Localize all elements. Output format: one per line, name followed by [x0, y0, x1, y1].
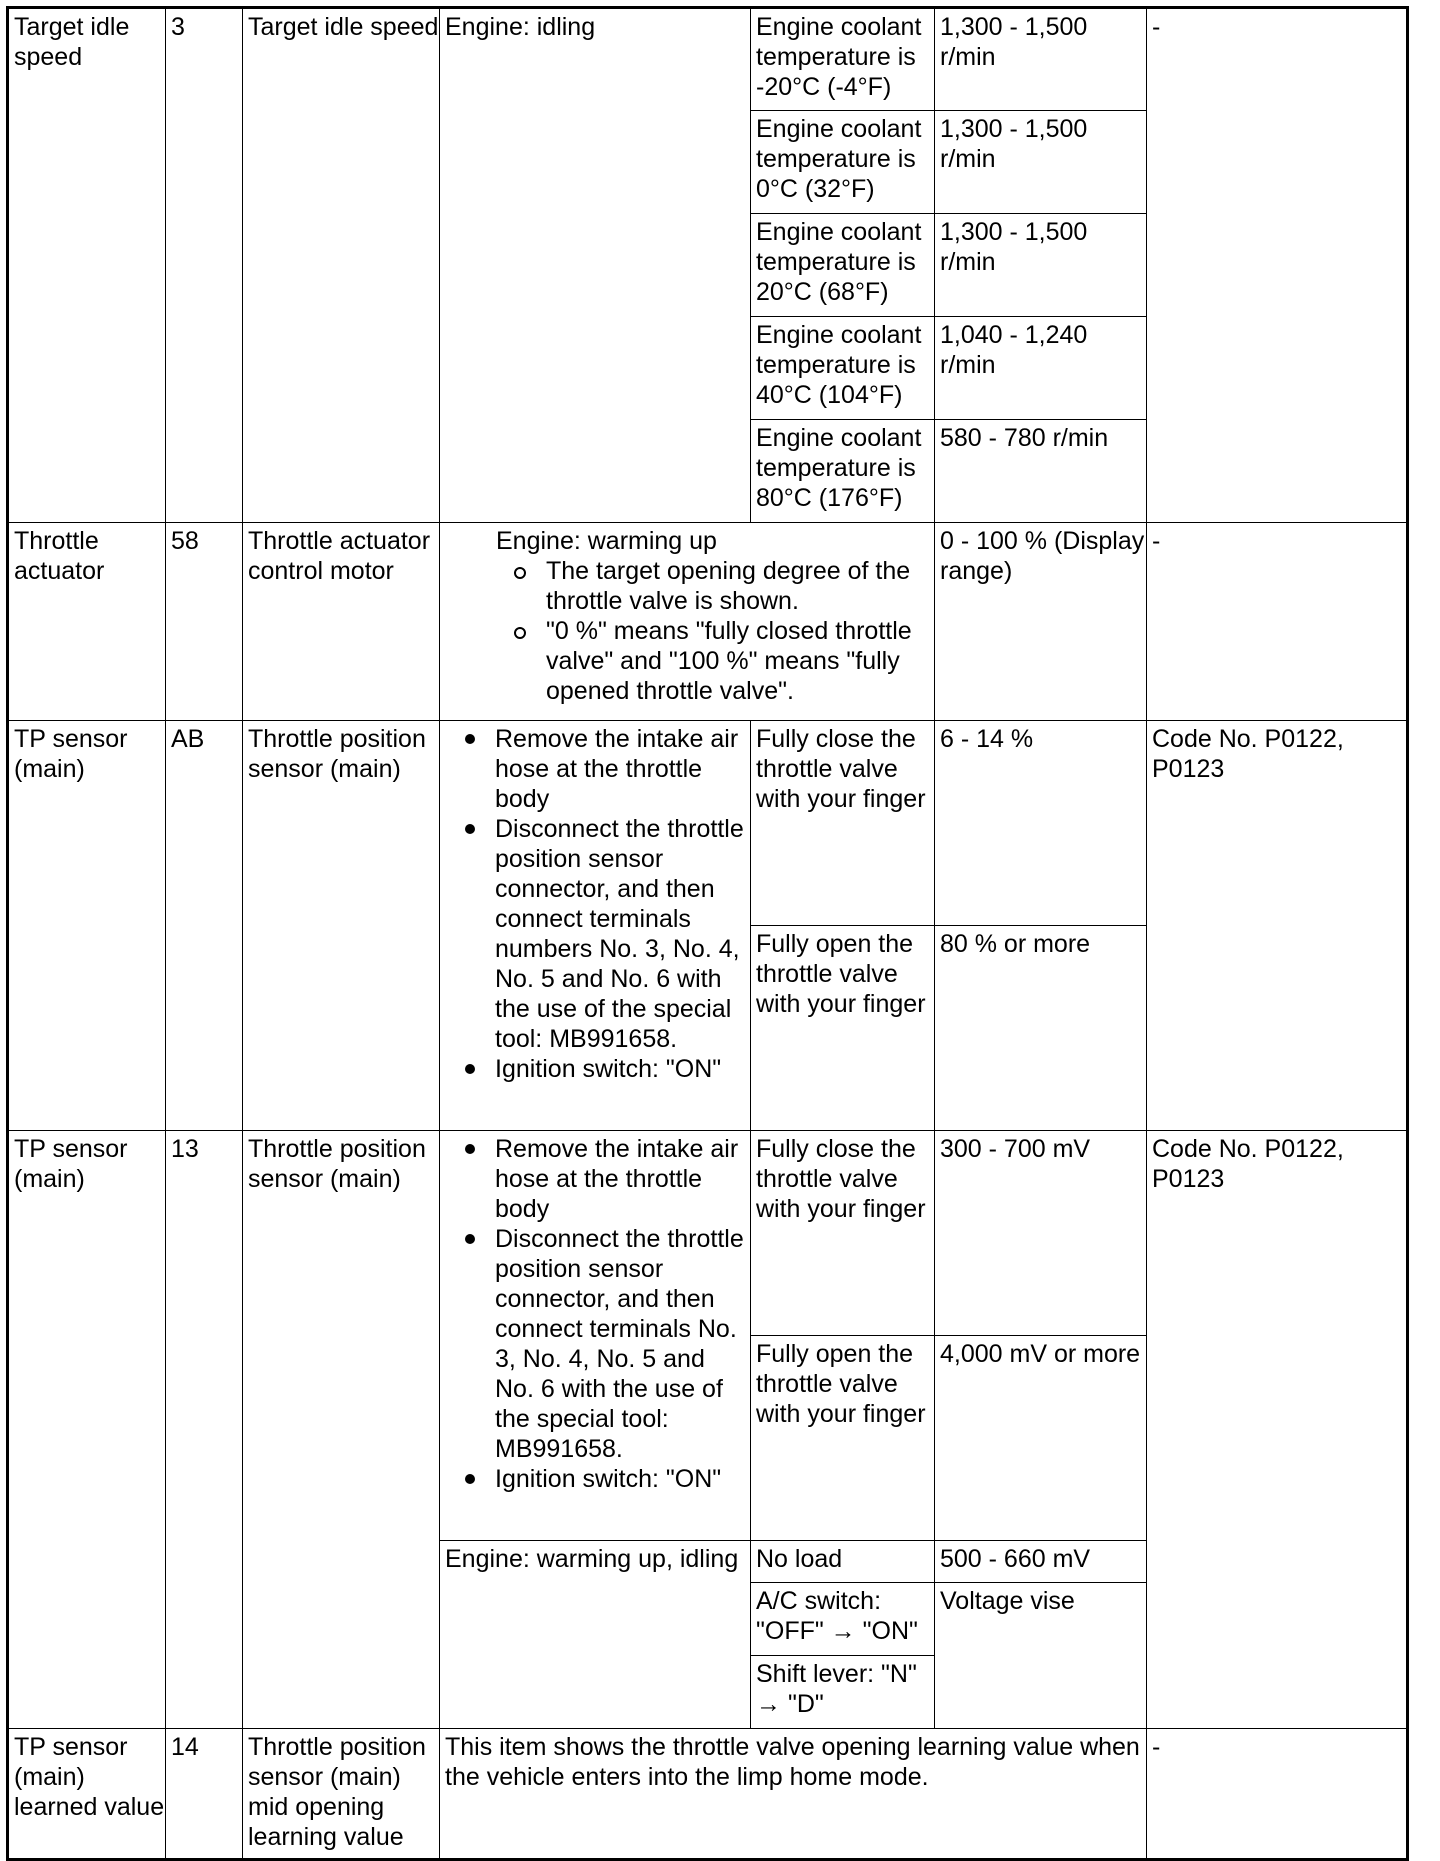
condition-cell	[440, 523, 935, 721]
reference-cell: -	[1147, 1729, 1408, 1860]
list-item: "0 %" means "fully closed throttle valve" and "100 %" means "fully opened throttle valve".	[496, 616, 934, 706]
description-cell: This item shows the throttle valve opening learning value when the vehicle enters into the limp home mode.	[440, 1729, 1147, 1860]
sub-condition-cell: Fully open the throttle valve with your finger	[751, 926, 935, 1131]
sub-condition-cell: Engine coolant temperature is 40°C (104°F)	[751, 317, 935, 420]
list-item: Ignition switch: "ON"	[445, 1054, 750, 1084]
item-cell: TP sensor (main)	[8, 721, 166, 1131]
condition-cell: Engine: idling	[440, 8, 751, 523]
list-item: Disconnect the throttle position sensor connector, and then connect terminals numbers No. 3, No. 4, No. 5 and No. 6 with the use of the special tool: MB991658.	[445, 814, 750, 1054]
inspection-item-cell: Target idle speed	[243, 8, 440, 523]
list-item: Disconnect the throttle position sensor connector, and then connect terminals No. 3, No. 4, No. 5 and No. 6 with the use of the special tool: MB991658.	[445, 1224, 750, 1464]
condition-notes	[496, 556, 934, 706]
sub-condition-cell: No load	[751, 1541, 935, 1583]
item-cell: TP sensor (main)	[8, 1131, 166, 1729]
normal-value-cell: 6 - 14 %	[935, 721, 1147, 926]
reference-cell: -	[1147, 8, 1408, 523]
item-no-cell: AB	[166, 721, 243, 1131]
condition-cell: Engine: warming up, idling	[440, 1541, 751, 1729]
data-list-table	[6, 6, 1409, 1861]
inspection-item-cell: Throttle position sensor (main)	[243, 721, 440, 1131]
reference-cell: Code No. P0122, P0123	[1147, 1131, 1408, 1729]
list-item: Remove the intake air hose at the throttle body	[445, 1134, 750, 1224]
condition-list	[445, 1134, 750, 1494]
reference-cell: -	[1147, 523, 1408, 721]
item-no-cell: 13	[166, 1131, 243, 1729]
item-no-cell: 58	[166, 523, 243, 721]
list-item: The target opening degree of the throttle valve is shown.	[496, 556, 934, 616]
sub-condition-cell: A/C switch: "OFF" → "ON"	[751, 1583, 935, 1656]
sub-condition-cell: Engine coolant temperature is 20°C (68°F)	[751, 214, 935, 317]
normal-value-cell: Voltage vise	[935, 1583, 1147, 1729]
item-no-cell: 3	[166, 8, 243, 523]
condition-cell	[440, 721, 751, 1131]
sub-condition-cell: Fully close the throttle valve with your finger	[751, 721, 935, 926]
normal-value-cell: 0 - 100 % (Display range)	[935, 523, 1147, 721]
condition-list	[445, 724, 750, 1084]
sub-condition-cell: Fully open the throttle valve with your finger	[751, 1336, 935, 1541]
normal-value-cell: 580 - 780 r/min	[935, 420, 1147, 523]
normal-value-cell: 1,300 - 1,500 r/min	[935, 8, 1147, 111]
normal-value-cell: 1,040 - 1,240 r/min	[935, 317, 1147, 420]
item-cell: Throttle actuator	[8, 523, 166, 721]
condition-cell	[440, 1131, 751, 1541]
reference-cell: Code No. P0122, P0123	[1147, 721, 1408, 1131]
sub-condition-cell: Fully close the throttle valve with your finger	[751, 1131, 935, 1336]
inspection-item-cell: Throttle position sensor (main) mid opening learning value	[243, 1729, 440, 1860]
sub-condition-cell: Shift lever: "N" → "D"	[751, 1656, 935, 1729]
normal-value-cell: 80 % or more	[935, 926, 1147, 1131]
normal-value-cell: 300 - 700 mV	[935, 1131, 1147, 1336]
normal-value-cell: 4,000 mV or more	[935, 1336, 1147, 1541]
sub-condition-cell: Engine coolant temperature is 0°C (32°F)	[751, 111, 935, 214]
list-item: Remove the intake air hose at the throttle body	[445, 724, 750, 814]
condition-text: Engine: warming up	[496, 527, 717, 555]
normal-value-cell: 1,300 - 1,500 r/min	[935, 214, 1147, 317]
normal-value-cell: 500 - 660 mV	[935, 1541, 1147, 1583]
normal-value-cell: 1,300 - 1,500 r/min	[935, 111, 1147, 214]
sub-condition-cell: Engine coolant temperature is -20°C (-4°F)	[751, 8, 935, 111]
item-cell: TP sensor (main) learned value	[8, 1729, 166, 1860]
inspection-item-cell: Throttle position sensor (main)	[243, 1131, 440, 1729]
item-no-cell: 14	[166, 1729, 243, 1860]
list-item: Ignition switch: "ON"	[445, 1464, 750, 1494]
sub-condition-cell: Engine coolant temperature is 80°C (176°F)	[751, 420, 935, 523]
inspection-item-cell: Throttle actuator control motor	[243, 523, 440, 721]
item-cell: Target idle speed	[8, 8, 166, 523]
